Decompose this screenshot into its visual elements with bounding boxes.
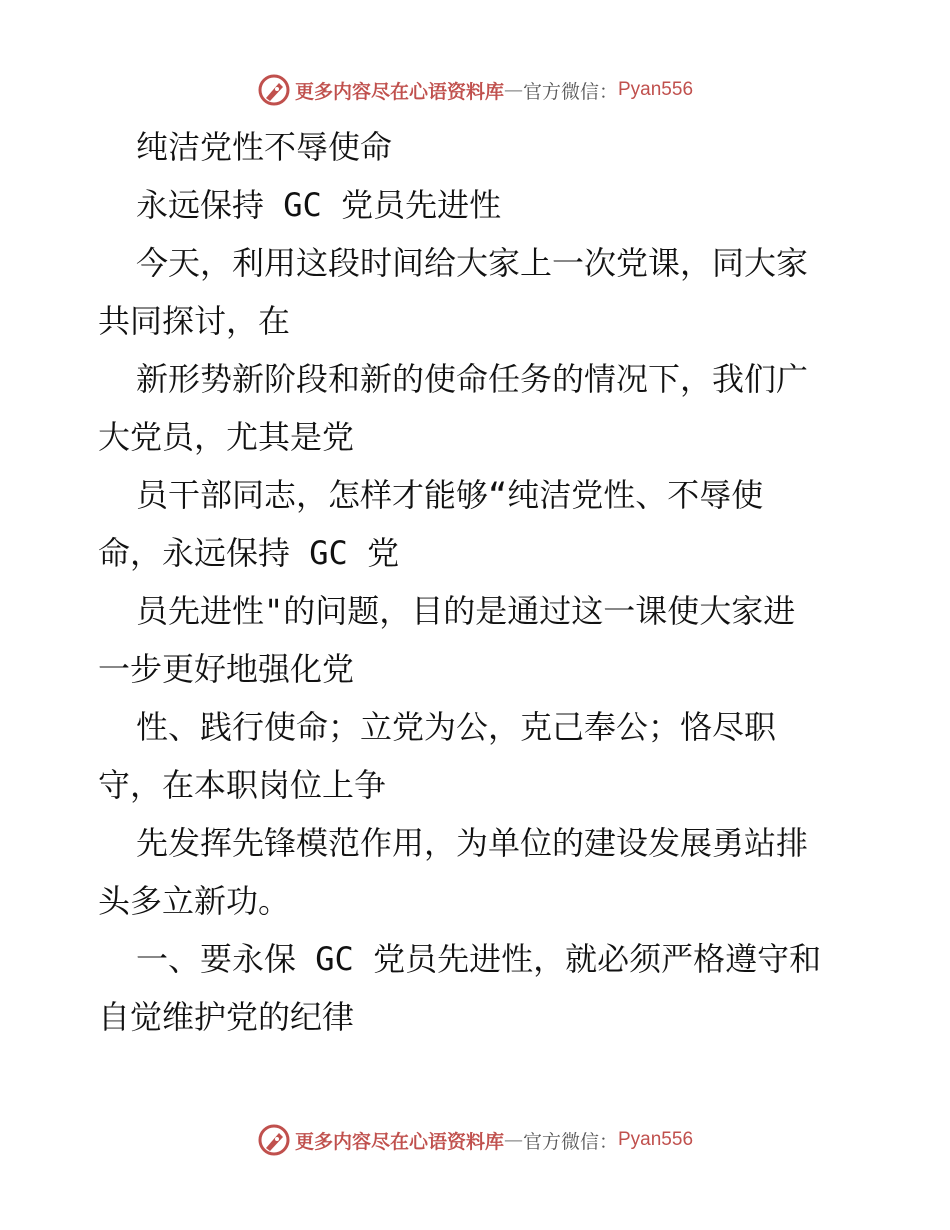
pen-nib-logo-icon (257, 1123, 291, 1157)
document-line: 命，永远保持 GC 党 (98, 534, 400, 572)
footer-watermark (0, 1120, 950, 1160)
pen-nib-logo-icon (257, 73, 291, 107)
document-line: 自觉维护党的纪律 (98, 998, 355, 1036)
document-line: 员先进性"的问题，目的是通过这一课使大家进 (136, 592, 796, 630)
watermark-separator: — (503, 1129, 523, 1151)
document-line: 先发挥先锋模范作用，为单位的建设发展勇站排 (136, 824, 809, 862)
document-body (98, 118, 858, 1046)
document-line: 共同探讨，在 (98, 302, 291, 340)
watermark-brand: 更多内容尽在心语资料库 (294, 80, 504, 103)
document-line: 永远保持 GC 党员先进性 (136, 186, 502, 224)
watermark-wechat-id: Pyan556 (618, 79, 694, 100)
watermark-brand: 更多内容尽在心语资料库 (294, 1130, 504, 1153)
document-line: 头多立新功。 (98, 882, 291, 920)
document-line: 今天，利用这段时间给大家上一次党课，同大家 (136, 244, 809, 282)
document-line: 大党员，尤其是党 (98, 418, 355, 456)
document-line: 纯洁党性不辱使命 (136, 128, 393, 166)
watermark-wechat-label: 官方微信： (522, 1130, 618, 1153)
document-line: 员干部同志，怎样才能够“纯洁党性、不辱使 (136, 476, 764, 514)
document-line: 新形势新阶段和新的使命任务的情况下，我们广 (136, 360, 809, 398)
document-line: 守，在本职岗位上争 (98, 766, 387, 804)
watermark-separator: — (503, 79, 523, 101)
document-line: 性、践行使命；立党为公，克己奉公；恪尽职 (136, 708, 777, 746)
document-line: 一步更好地强化党 (98, 650, 355, 688)
header-watermark (0, 70, 950, 110)
watermark-wechat-label: 官方微信： (522, 80, 618, 103)
document-line: 一、要永保 GC 党员先进性，就必须严格遵守和 (136, 940, 822, 978)
watermark-wechat-id: Pyan556 (618, 1129, 694, 1150)
